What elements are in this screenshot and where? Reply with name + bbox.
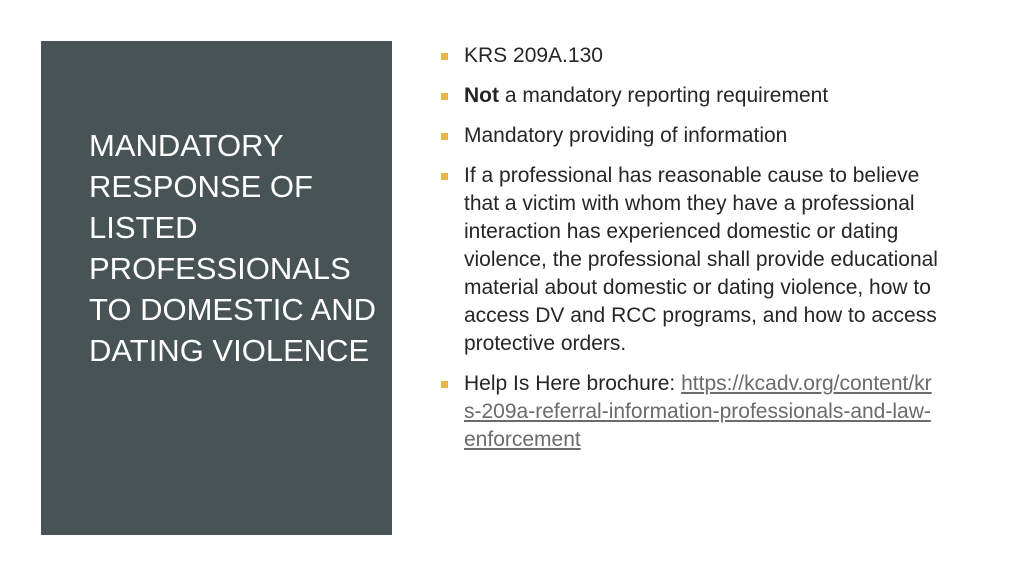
bullet-bold-text: Not bbox=[464, 84, 499, 107]
slide-title: MANDATORY RESPONSE OF LISTED PROFESSIONALS TO DOMESTIC AND DATING VIOLENCE bbox=[89, 128, 377, 368]
bullet-list bbox=[439, 42, 939, 454]
content-area bbox=[439, 42, 939, 466]
bullet-text: KRS 209A.130 bbox=[464, 44, 603, 67]
square-bullet-icon bbox=[441, 173, 448, 180]
bullet-brochure bbox=[439, 370, 939, 454]
bullet-professional-duty bbox=[439, 162, 939, 358]
square-bullet-icon bbox=[441, 381, 448, 388]
bullet-text: Help Is Here brochure: bbox=[464, 372, 682, 395]
title-panel bbox=[41, 41, 392, 535]
square-bullet-icon bbox=[441, 93, 448, 100]
bullet-not-mandatory bbox=[439, 82, 939, 110]
bullet-text: Mandatory providing of information bbox=[464, 124, 788, 147]
square-bullet-icon bbox=[441, 133, 448, 140]
square-bullet-icon bbox=[441, 53, 448, 60]
bullet-krs bbox=[439, 42, 939, 70]
bullet-text: a mandatory reporting requirement bbox=[499, 84, 829, 107]
brochure-link[interactable]: https://kcadv.org/content/krs-209a-referral-information-professionals-and-law-enforcement bbox=[464, 372, 932, 451]
bullet-mandatory-info bbox=[439, 122, 939, 150]
bullet-text: If a professional has reasonable cause to believe that a victim with whom they have a professional interaction has experienced domestic or dating violence, the professional shall provide educational material about domestic or dating violence, how to access DV and RCC programs, and how to access protective orders. bbox=[464, 164, 938, 355]
